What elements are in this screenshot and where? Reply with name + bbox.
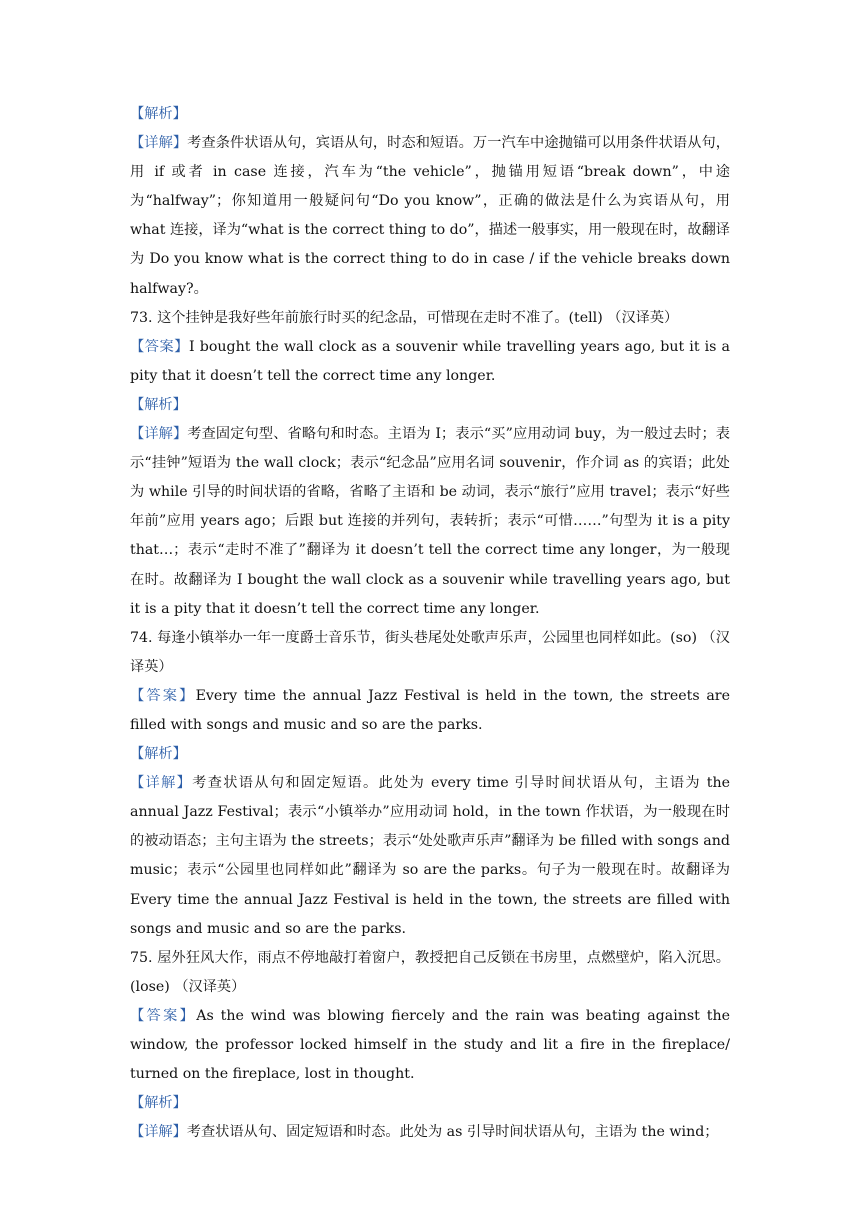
detail-paragraph: 【详解】考查状语从句、固定短语和时态。此处为 as 引导时间状语从句，主语为 the wind； — [130, 1124, 719, 1141]
detail-paragraph: 【详解】考查条件状语从句，宾语从句，时态和短语。万一汽车中途抛锚可以用条件状语从句，用 if 或者 in case 连接，汽车为“the vehicle”，抛锚用短语“break down”，中途为“halfway”；你知道用一般疑问句“Do you know”，正确的做法是什么为宾语从句，用 what 连接，译为“what is the correct thing to do”，描述一般事实，用一般现在时，故翻译为 Do you know what is the correct thing to do in case / if the vehicle breaks down halfway?。 — [130, 135, 730, 297]
analysis-heading: 【解析】 — [130, 396, 187, 413]
detail-paragraph: 【详解】考查状语从句和固定短语。此处为 every time 引导时间状语从句，主语为 the annual Jazz Festival；表示“小镇举办”应用动词 hold，in the town 作状语，为一般现在时的被动语态；主句主语为 the streets；表示“处处歌声乐声”翻译为 be filled with songs and music；表示“公园里也同样如此”翻译为 so are the parks。句子为一般现在时。故翻译为 Every time the annual Jazz Festival is held in the town, the streets are filled with songs and music and so are the parks. — [130, 775, 730, 937]
question-73: 73. 这个挂钟是我好些年前旅行时买的纪念品，可惜现在走时不准了。(tell) （汉译英） — [130, 309, 679, 326]
question-75: 75. 屋外狂风大作，雨点不停地敲打着窗户，教授把自己反锁在书房里，点燃壁炉，陷入沉思。(lose) （汉译英） — [130, 949, 730, 995]
analysis-heading: 【解析】 — [130, 746, 187, 763]
analysis-heading: 【解析】 — [130, 1095, 187, 1112]
analysis-heading: 【解析】 — [130, 106, 187, 122]
answer-paragraph: 【答案】Every time the annual Jazz Festival is held in the town, the streets are filled with songs and music and so are the parks. — [130, 687, 730, 733]
answer-paragraph: 【答案】I bought the wall clock as a souvenir while travelling years ago, but it is a pity that it doesn’t tell the correct time any longer. — [130, 338, 730, 384]
question-74: 74. 每逢小镇举办一年一度爵士音乐节，街头巷尾处处歌声乐声，公园里也同样如此。(so) （汉译英） — [130, 629, 730, 675]
document-page — [130, 100, 730, 1147]
answer-paragraph: 【答案】As the wind was blowing fiercely and the rain was beating against the window, the professor locked himself in the study and lit a fire in the fireplace/ turned on the fireplace, lost in thought. — [130, 1007, 730, 1083]
detail-paragraph: 【详解】考查固定句型、省略句和时态。主语为 I；表示“买”应用动词 buy，为一般过去时；表示“挂钟”短语为 the wall clock；表示“纪念品”应用名词 souvenir，作介词 as 的宾语；此处为 while 引导的时间状语的省略，省略了主语和 be 动词，表示“旅行”应用 travel；表示“好些年前”应用 years ago；后跟 but 连接的并列句，表转折；表示“可惜……”句型为 it is a pity that…；表示“走时不准了”翻译为 it doesn’t tell the correct time any longer，为一般现在时。故翻译为 I bought the wall clock as a souvenir while travelling years ago, but it is a pity that it doesn’t tell the correct time any longer. — [130, 426, 730, 617]
